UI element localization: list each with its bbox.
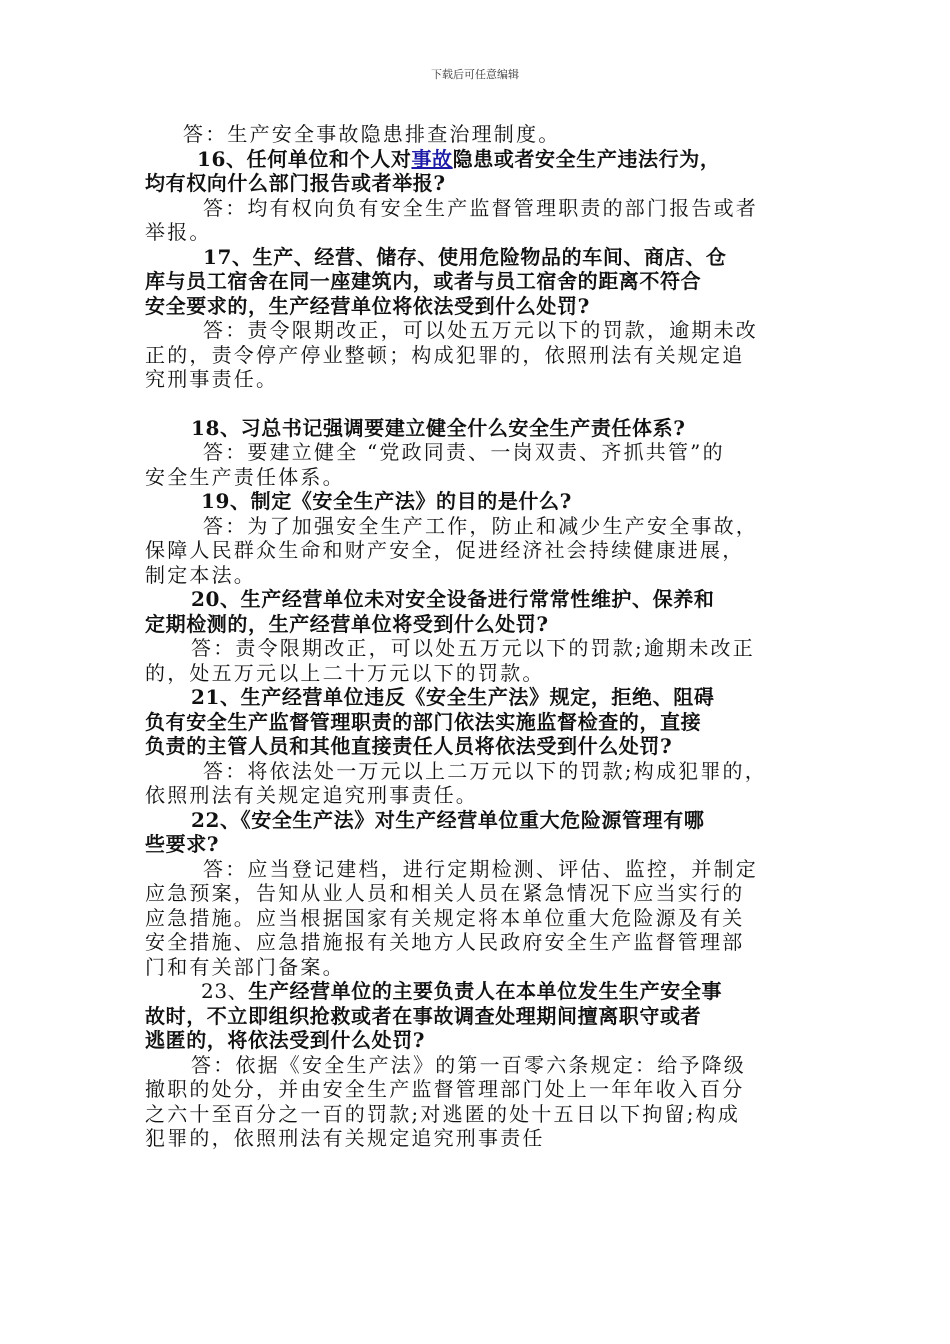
question-line: 20、生产经营单位未对安全设备进行常常性维护、保养和 bbox=[191, 587, 715, 611]
answer-line: 举报。 bbox=[145, 220, 212, 244]
answer-line: 正的，责令停产停业整顿；构成犯罪的，依照刑法有关规定追 bbox=[145, 342, 745, 367]
question-line: 21、生产经营单位违反《安全生产法》规定，拒绝、阻碍 bbox=[191, 685, 715, 709]
hyperlink-accident[interactable]: 事故 bbox=[411, 146, 453, 171]
question-line: 23、生产经营单位的主要负责人在本单位发生生产安全事 bbox=[201, 979, 723, 1003]
answer-line: 安全生产责任体系。 bbox=[145, 464, 345, 489]
question-line: 22、《安全生产法》对生产经营单位重大危险源管理有哪 bbox=[191, 807, 705, 832]
answer-line: 答：责令限期改正，可以处五万元以下的罚款;逾期未改正 bbox=[191, 636, 755, 660]
question-line: 安全要求的，生产经营单位将依法受到什么处罚? bbox=[145, 293, 590, 318]
question-line: 些要求? bbox=[145, 832, 220, 856]
answer-line: 犯罪的，依照刑法有关规定追究刑事责任 bbox=[145, 1126, 545, 1150]
answer-line: 答：将依法处一万元以上二万元以下的罚款;构成犯罪的， bbox=[203, 758, 767, 783]
answer-line: 答：为了加强安全生产工作，防止和减少生产安全事故， bbox=[203, 513, 758, 538]
answer-line: 应急预案，告知从业人员和相关人员在紧急情况下应当实行的 bbox=[145, 881, 745, 905]
answer-line: 答：生产安全事故隐患排查治理制度。 bbox=[183, 122, 561, 146]
answer-line: 的，处五万元以上二十万元以下的罚款。 bbox=[145, 660, 545, 685]
question-line: 18、习总书记强调要建立健全什么安全生产责任体系? bbox=[191, 415, 686, 440]
question-line: 逃匿的，将依法受到什么处罚? bbox=[145, 1028, 426, 1052]
answer-line: 究刑事责任。 bbox=[145, 367, 279, 391]
question-line: 17、生产、经营、储存、使用危险物品的车间、商店、仓 bbox=[203, 244, 727, 269]
answer-line: 答：依据《安全生产法》的第一百零六条规定：给予降级 bbox=[191, 1052, 746, 1077]
question-line: 负有安全生产监督管理职责的部门依法实施监督检查的，直接 bbox=[145, 709, 702, 734]
page-header: 下载后可任意编辑 bbox=[431, 68, 519, 81]
answer-line: 制定本法。 bbox=[145, 562, 256, 587]
question-line: 库与员工宿舍在同一座建筑内，或者与员工宿舍的距离不符合 bbox=[145, 269, 702, 293]
answer-line: 安全措施、应急措施报有关地方人民政府安全生产监督管理部 bbox=[145, 930, 745, 954]
question-line: 16、任何单位和个人对事故隐患或者安全生产违法行为， bbox=[197, 146, 721, 171]
paragraph-gap bbox=[145, 392, 810, 416]
question-line: 负责的主管人员和其他直接责任人员将依法受到什么处罚? bbox=[145, 734, 673, 758]
qa-content bbox=[145, 122, 810, 1151]
answer-line: 答：责令限期改正，可以处五万元以下的罚款，逾期未改 bbox=[203, 318, 758, 342]
answer-line: 之六十至百分之一百的罚款;对逃匿的处十五日以下拘留;构成 bbox=[145, 1101, 741, 1126]
answer-line: 应急措施。应当根据国家有关规定将本单位重大危险源及有关 bbox=[145, 905, 745, 930]
answer-line: 答：均有权向负有安全生产监督管理职责的部门报告或者 bbox=[203, 195, 758, 220]
answer-line: 保障人民群众生命和财产安全，促进经济社会持续健康进展， bbox=[145, 538, 745, 562]
answer-line: 答：应当登记建档，进行定期检测、评估、监控，并制定 bbox=[203, 856, 758, 881]
question-line: 定期检测的，生产经营单位将受到什么处罚? bbox=[145, 611, 549, 636]
answer-line: 撤职的处分，并由安全生产监督管理部门处上一年年收入百分 bbox=[145, 1077, 745, 1101]
answer-line: 答：要建立健全 “党政同责、一岗双责、齐抓共管”的 bbox=[203, 440, 725, 464]
question-line: 均有权向什么部门报告或者举报? bbox=[145, 171, 446, 195]
question-line: 故时，不立即组织抢救或者在事故调查处理期间擅离职守或者 bbox=[145, 1003, 702, 1028]
answer-line: 门和有关部门备案。 bbox=[145, 954, 345, 979]
question-line: 19、制定《安全生产法》的目的是什么? bbox=[201, 489, 572, 513]
answer-line: 依照刑法有关规定追究刑事责任。 bbox=[145, 783, 478, 807]
